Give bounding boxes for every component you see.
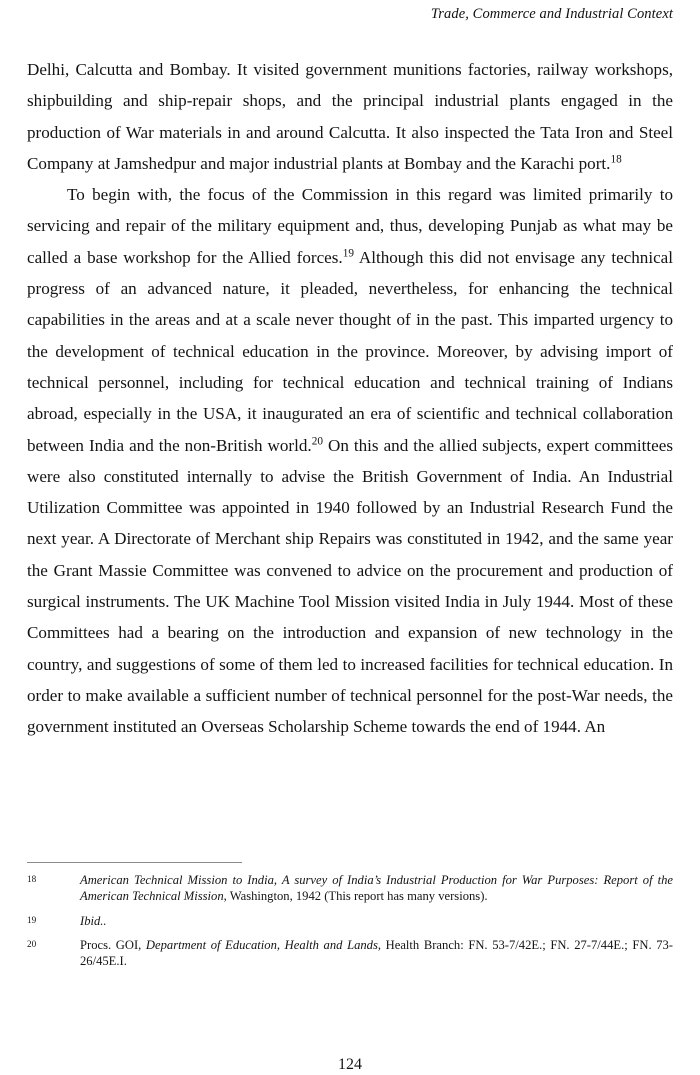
paragraph-2 (27, 179, 673, 742)
footnote-19-number: 19 (27, 914, 37, 925)
footnote-20-number: 20 (27, 938, 37, 949)
footnote-reference-18[interactable]: 18 (610, 153, 622, 166)
footnote-20-detail: , Health Branch: FN. 53-7/42E.; FN. 27-7/44E.; FN. 73-26/45E.I. (80, 937, 674, 969)
footnote-reference-20[interactable]: 20 (311, 434, 323, 447)
footnote-18-title: American Technical Mission to India, A survey of India’s Industrial Production for War Purposes: Report of the American Technical Mission (80, 873, 673, 904)
footnote-18-detail: , Washington, 1942 (This report has many versions). (223, 889, 488, 904)
footnote-19 (27, 913, 673, 929)
footnote-reference-19[interactable]: 19 (342, 247, 354, 260)
paragraph-1-text: Delhi, Calcutta and Bombay. It visited government munitions factories, railway workshops, shipbuilding and ship-repair shops, and the principal industrial plants engaged in the production of War materials in and around Calcutta. It also inspected the Tata Iron and Steel Company at Jamshedpur and major industrial plants at Bombay and the Karachi port. (27, 60, 673, 173)
page-number: 124 (338, 1056, 362, 1073)
paragraph-1 (27, 54, 673, 179)
paragraph-2-text-b: Although this did not envisage any technical progress of an advanced nature, it pleaded, nevertheless, for enhancing the technical capabilities in the areas and at a scale never thought of in the past. This imparted urgency to the development of technical education in the province. Moreover, by advising import of technical personnel, including for technical education and technical training of Indians abroad, especially in the USA, it inaugurated an era of scientific and technical collaboration between India and the non-British world. (27, 247, 674, 455)
paragraph-2-text-c: On this and the allied subjects, expert committees were also constituted internally to advise the British Government of India. An Industrial Utilization Committee was appointed in 1940 followed by an Industrial Research Fund the next year. A Directorate of Merchant ship Repairs was constituted in 1942, and the same year the Grant Massie Committee was convened to advice on the procurement and production of surgical instruments. The UK Machine Tool Mission visited India in July 1944. Most of these Committees had a bearing on the introduction and expansion of new technology in the country, and suggestions of some of them led to increased facilities for technical education. In order to make available a sufficient number of technical personnel for the post-War needs, the government instituted an Overseas Scholarship Scheme towards the end of 1944. An (27, 435, 673, 737)
running-header-title: Trade, Commerce and Industrial Context (430, 6, 673, 22)
footnote-20-prefix: Procs. GOI, (80, 937, 146, 952)
footnote-20-title: Department of Education, Health and Lands (145, 937, 378, 952)
footnote-separator-rule (27, 862, 242, 863)
paragraph-2-text-a: To begin with, the focus of the Commission in this regard was limited primarily to servicing and repair of the military equipment and, thus, developing Punjab as what may be called a base workshop for the Allied forces. (27, 185, 673, 267)
footnote-18-number: 18 (27, 874, 37, 884)
footnotes-section (27, 862, 673, 977)
footnote-18 (27, 872, 673, 905)
footnote-20 (27, 937, 673, 970)
body-text-column (27, 54, 673, 743)
footnote-19-title: Ibid.. (80, 913, 107, 928)
